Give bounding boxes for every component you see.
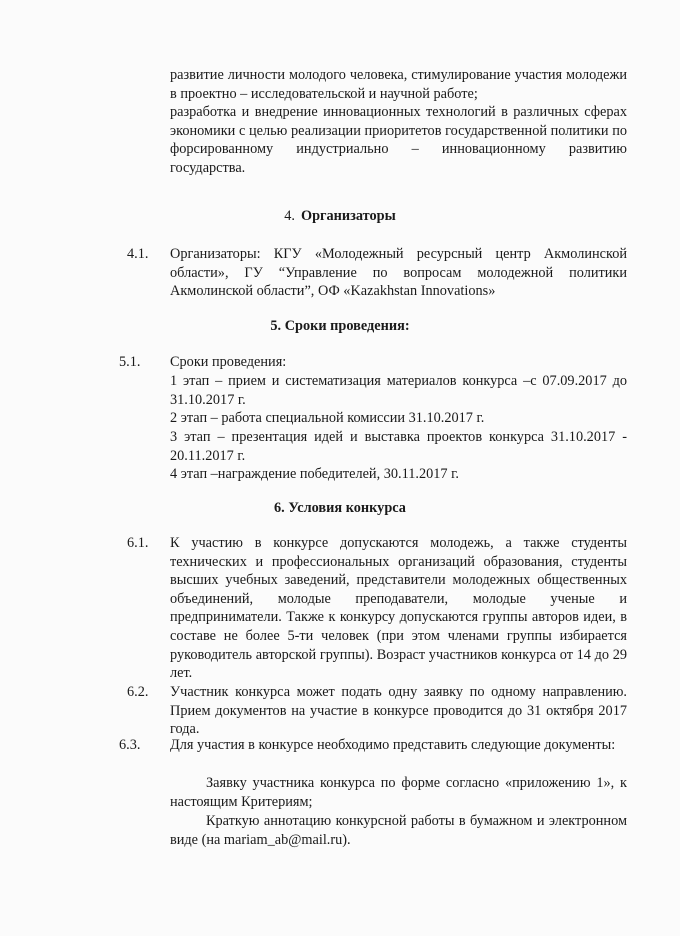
schedule-intro: Сроки проведения: (170, 354, 287, 370)
item-6-3-number: 6.3. (119, 737, 141, 753)
paragraph-innovation: разработка и внедрение инновационных технологий в различных сферах экономики с целью реализации приоритетов государственной политики по форсированному индустриально – инновационному развитию государства. (170, 104, 627, 176)
section-4-number: 4. (284, 208, 295, 224)
section-5-heading: 5. Сроки проведения: (270, 318, 410, 334)
item-6-3-text: Для участия в конкурсе необходимо представить следующие документы: (170, 737, 616, 753)
required-doc-application: Заявку участника конкурса по форме согласно «приложению 1», к настоящим Критериям; (170, 775, 627, 810)
required-doc-annotation: Краткую аннотацию конкурсной работы в бумажном и электронном виде (на mariam_ab@mail.ru). (170, 813, 627, 848)
item-6-2-number: 6.2. (127, 684, 149, 700)
paragraph-personal-development: развитие личности молодого человека, стимулирование участия молодежи в проектно – исследовательской и научной работе; (170, 67, 627, 102)
section-6-heading: 6. Условия конкурса (274, 500, 406, 516)
schedule-stage-3: 3 этап – презентация идей и выставка проектов конкурса 31.10.2017 - 20.11.2017 г. (170, 429, 627, 464)
schedule-stage-1: 1 этап – прием и систематизация материалов конкурса –с 07.09.2017 до 31.10.2017 г. (170, 373, 627, 408)
section-4-heading (0, 208, 680, 225)
item-4-1-number: 4.1. (127, 246, 149, 262)
item-6-1-number: 6.1. (127, 535, 149, 551)
section-4-title: Организаторы (300, 208, 396, 224)
item-4-1-text: Организаторы: КГУ «Молодежный ресурсный центр Акмолинской области», ГУ “Управление по вопросам молодежной политики Акмолинской области”, ОФ «Kazakhstan Innovations» (170, 246, 627, 300)
item-6-1-text: К участию в конкурсе допускаются молодежь, а также студенты технических и профессиональных организаций образования, студенты высших учебных заведений, представители молодежных общественных объединений, молодые преподаватели, молодые ученые и предприниматели. Также к конкурсу допускаются группы авторов идеи, в составе не более 5-ти человек (при этом членами группы избирается руководитель авторской группы). Возраст участников конкурса от 14 до 29 лет. (170, 535, 627, 682)
schedule-stage-4: 4 этап –награждение победителей, 30.11.2017 г. (170, 466, 459, 482)
item-5-1-number: 5.1. (119, 354, 141, 370)
schedule-stage-2: 2 этап – работа специальной комиссии 31.10.2017 г. (170, 410, 485, 426)
item-6-2-text: Участник конкурса может подать одну заявку по одному направлению. Прием документов на участие в конкурсе проводится до 31 октября 2017 года. (170, 684, 627, 738)
